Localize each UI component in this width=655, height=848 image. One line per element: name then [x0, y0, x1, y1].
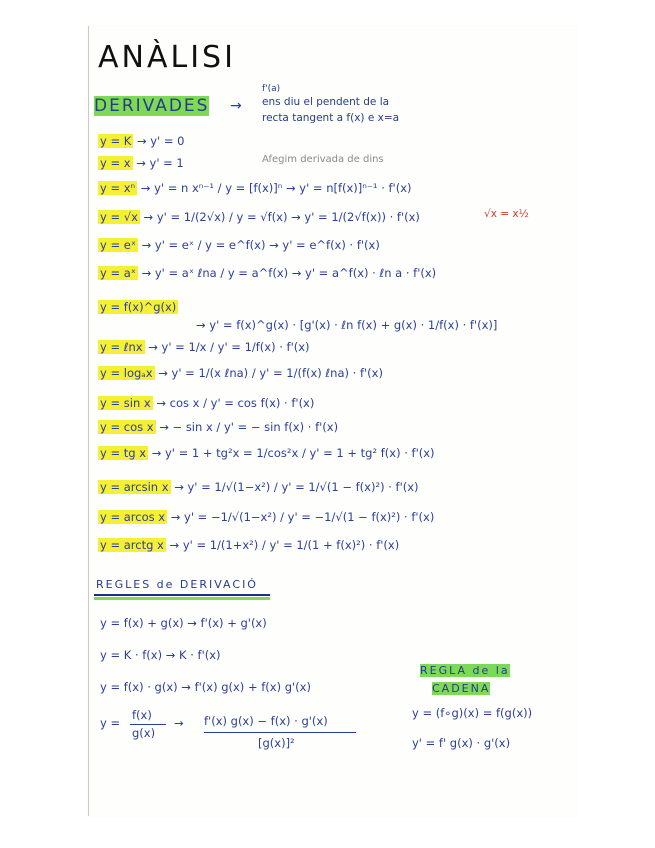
- rule-rhs: → − sin x / y' = − sin f(x) · f'(x): [159, 420, 339, 434]
- rule-row: [98, 512, 434, 524]
- rule-rhs: → y' = 1/(x ℓna) / y' = 1/(f(x) ℓna) · f'(x): [158, 366, 383, 380]
- derivades-heading-label: DERIVADES: [94, 96, 210, 116]
- derivades-def-superscript: f'(a): [262, 84, 281, 94]
- derivades-heading: [94, 96, 209, 116]
- rule-row: [98, 240, 380, 252]
- rule-rhs: → y' = 1/√(1−x²) / y' = 1/√(1 − f(x)²) · f'(x): [174, 480, 419, 494]
- rule-row: [98, 212, 420, 224]
- regla-item: y = f(x) + g(x) → f'(x) + g'(x): [100, 616, 267, 630]
- quotient-lhs-bar: [130, 724, 166, 725]
- cadena-heading-line1: REGLA de la: [420, 664, 510, 677]
- quotient-y: y =: [100, 716, 121, 730]
- quotient-rhs-bar: [204, 732, 356, 733]
- rule-row: [98, 398, 314, 410]
- rule-rhs: → y' = 1 + tg²x = 1/cos²x / y' = 1 + tg² f(x) · f'(x): [151, 446, 435, 460]
- quotient-arrow: →: [174, 716, 184, 730]
- rule-rhs: → y' = 1/(1+x²) / y' = 1/(1 + f(x)²) · f'(x): [169, 538, 400, 552]
- rule-lhs: y = f(x)^g(x): [100, 300, 177, 314]
- rule-row: [98, 368, 383, 380]
- regla-item: y = f(x) · g(x) → f'(x) g(x) + f(x) g'(x): [100, 680, 311, 694]
- derivades-def-line2: recta tangent a f(x) e x=a: [262, 112, 400, 124]
- rule-row: [98, 302, 178, 314]
- rule-rhs: → y' = −1/√(1−x²) / y' = −1/√(1 − f(x)²) · f'(x): [170, 510, 435, 524]
- rule-lhs: y = K: [100, 134, 132, 148]
- rule-lhs: y = tg x: [100, 446, 147, 460]
- rule-row: [98, 540, 399, 552]
- sqrt-note: √x = x½: [484, 208, 529, 220]
- cadena-derivative: y' = f' g(x) · g'(x): [412, 736, 511, 750]
- rule-rhs: → y' = 0: [136, 134, 185, 148]
- rule-lhs: y = x: [100, 156, 131, 170]
- page-title: ANÀLISI: [98, 40, 236, 75]
- rule-row: [98, 158, 184, 170]
- quotient-rhs-numerator: f'(x) g(x) − f(x) · g'(x): [204, 714, 328, 728]
- quotient-lhs-denominator: g(x): [132, 726, 156, 740]
- regles-heading: REGLES de DERIVACIÓ: [96, 578, 258, 591]
- regla-item: y = K · f(x) → K · f'(x): [100, 648, 221, 662]
- rule-rhs: → y' = 1/(2√x) / y = √f(x) → y' = 1/(2√f(x)) · f'(x): [143, 210, 420, 224]
- rule-rhs: → y' = aˣ ℓna / y = a^f(x) → y' = a^f(x) · ℓn a · f'(x): [141, 266, 437, 280]
- rule-rhs: → y' = eˣ / y = e^f(x) → y' = e^f(x) · f'(x): [141, 238, 380, 252]
- rule-row: [98, 342, 310, 354]
- rule-lhs: y = arcos x: [100, 510, 166, 524]
- derivades-def-line1: ens diu el pendent de la: [262, 96, 390, 108]
- rule-rhs: → cos x / y' = cos f(x) · f'(x): [156, 396, 315, 410]
- rule-row: [98, 268, 436, 280]
- chain-note: Afegim derivada de dins: [262, 154, 384, 165]
- rule-row: [98, 422, 338, 434]
- rule-lhs: y = xⁿ: [100, 181, 136, 195]
- rule-lhs: y = arcsin x: [100, 480, 169, 494]
- rule-lhs: y = logₐx: [100, 366, 153, 380]
- cadena-formula: y = (f∘g)(x) = f(g(x)): [412, 706, 533, 720]
- rule-lhs: y = sin x: [100, 396, 151, 410]
- rule-rhs: → y' = 1/x / y' = 1/f(x) · f'(x): [148, 340, 310, 354]
- regles-heading-underline: [94, 594, 270, 596]
- rule-row: [98, 136, 184, 148]
- quotient-lhs-numerator: f(x): [132, 708, 152, 722]
- rule-lhs: y = eˣ: [100, 238, 136, 252]
- derivades-arrow: →: [230, 98, 242, 114]
- rule-lhs: y = √x: [100, 210, 138, 224]
- regles-heading-highlight: [94, 597, 270, 600]
- cadena-heading-line2: CADENA: [432, 682, 491, 695]
- quotient-rhs-denominator: [g(x)]²: [258, 736, 295, 750]
- rule-row: [98, 482, 419, 494]
- rule-lhs: y = ℓnx: [100, 340, 143, 354]
- rule-rhs: → y' = n xⁿ⁻¹ / y = [f(x)]ⁿ → y' = n[f(x)]ⁿ⁻¹ · f'(x): [140, 181, 412, 195]
- rule-lhs: y = aˣ: [100, 266, 136, 280]
- rule-rhs: → y' = 1: [136, 156, 184, 170]
- rule-row: [98, 448, 435, 460]
- rule-lhs: y = cos x: [100, 420, 154, 434]
- rule-lhs: y = arctg x: [100, 538, 164, 552]
- exponential-derivative: → y' = f(x)^g(x) · [g'(x) · ℓn f(x) + g(x) · 1/f(x) · f'(x)]: [196, 318, 498, 332]
- rule-row: [98, 183, 412, 195]
